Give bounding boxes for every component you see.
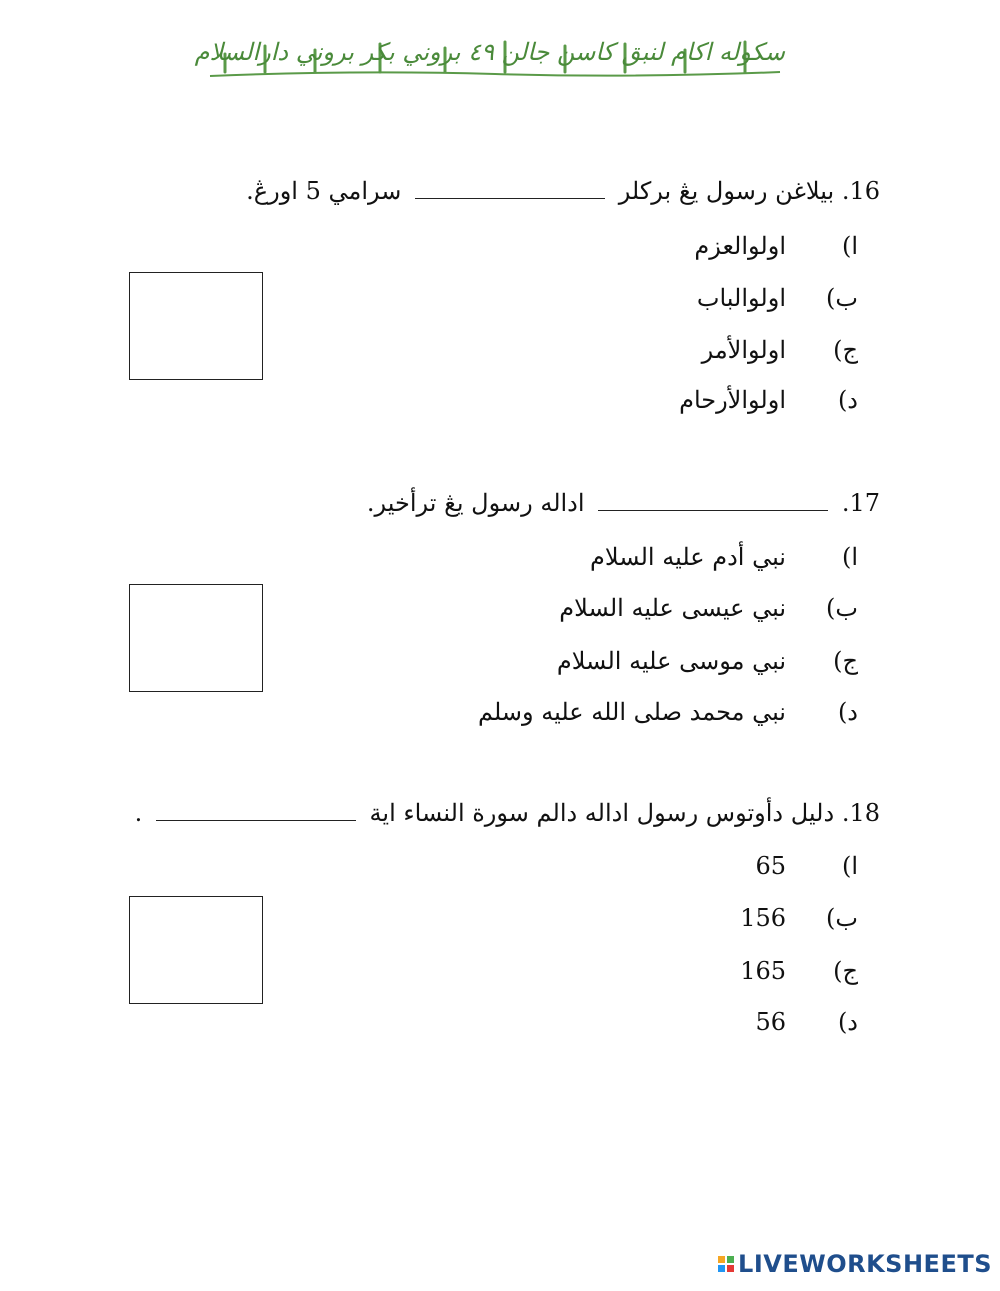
option-text: نبي موسى عليه السلام [556, 647, 786, 675]
option-text: اولوالأمر [701, 336, 786, 364]
question-text-before: دليل دأوتوس رسول اداله دالم سورة النساء اية [369, 799, 835, 827]
logo-text: LIVEWORKSHEETS [738, 1250, 992, 1278]
answer-blank [156, 798, 356, 821]
question-text-after: اداله رسول يڠ ترأخير. [366, 489, 585, 517]
option-c [458, 644, 858, 678]
option-a [558, 229, 858, 263]
option-text: نبي عيسى عليه السلام [559, 594, 786, 622]
option-b [658, 901, 858, 935]
option-text: نبي محمد صلى الله عليه وسلم [477, 698, 786, 726]
answer-input-box-16[interactable] [129, 272, 263, 380]
question-text-after: سرامي 5 اورڠ. [246, 177, 402, 205]
option-letter: ب) [826, 904, 858, 932]
question-text [367, 486, 880, 520]
option-letter: ا) [841, 543, 858, 571]
option-text: اولوالأرحام [679, 386, 786, 414]
answer-input-box-17[interactable] [129, 584, 263, 692]
option-text: 156 [740, 904, 786, 932]
option-text: نبي أدم عليه السلام [590, 543, 786, 571]
question-text [246, 174, 880, 208]
option-letter: ا) [841, 232, 858, 260]
option-text: 56 [755, 1008, 786, 1036]
option-letter: د) [837, 1008, 858, 1036]
option-d [658, 1005, 858, 1039]
option-c [558, 333, 858, 367]
option-letter: ب) [826, 284, 858, 312]
option-letter: ب) [826, 594, 858, 622]
option-letter: ج) [833, 647, 858, 675]
option-text: اولوالباب [696, 284, 786, 312]
option-text: 65 [755, 852, 786, 880]
liveworksheets-logo[interactable] [718, 1249, 992, 1279]
question-number: 17. [841, 489, 880, 517]
question-text-before: بيلاغن رسول يڠ بركلر [618, 177, 835, 205]
option-a [458, 540, 858, 574]
option-b [458, 591, 858, 625]
option-d [558, 383, 858, 417]
option-text: 165 [740, 957, 786, 985]
option-c [658, 954, 858, 988]
logo-square-4 [727, 1265, 734, 1272]
calligraphy-text: سكوله اكام لنبق كاسن جالن ٤٩ بروني بكر بروني دارالسلام [194, 38, 785, 66]
logo-square-1 [718, 1256, 725, 1263]
option-a [658, 849, 858, 883]
option-letter: ج) [833, 336, 858, 364]
option-letter: ا) [841, 852, 858, 880]
answer-input-box-18[interactable] [129, 896, 263, 1004]
answer-blank [598, 488, 828, 511]
school-calligraphy-header [194, 32, 785, 84]
option-b [558, 281, 858, 315]
option-d [458, 695, 858, 729]
option-letter: د) [837, 386, 858, 414]
question-number: 18. [841, 799, 880, 827]
logo-square-2 [727, 1256, 734, 1263]
option-letter: ج) [833, 957, 858, 985]
option-text: اولوالعزم [694, 232, 786, 260]
answer-blank [415, 176, 605, 199]
question-text [135, 796, 880, 830]
question-number: 16. [841, 177, 880, 205]
logo-square-3 [718, 1265, 725, 1272]
question-text-after: . [134, 799, 143, 827]
liveworksheets-logo-icon [718, 1256, 734, 1272]
option-letter: د) [837, 698, 858, 726]
